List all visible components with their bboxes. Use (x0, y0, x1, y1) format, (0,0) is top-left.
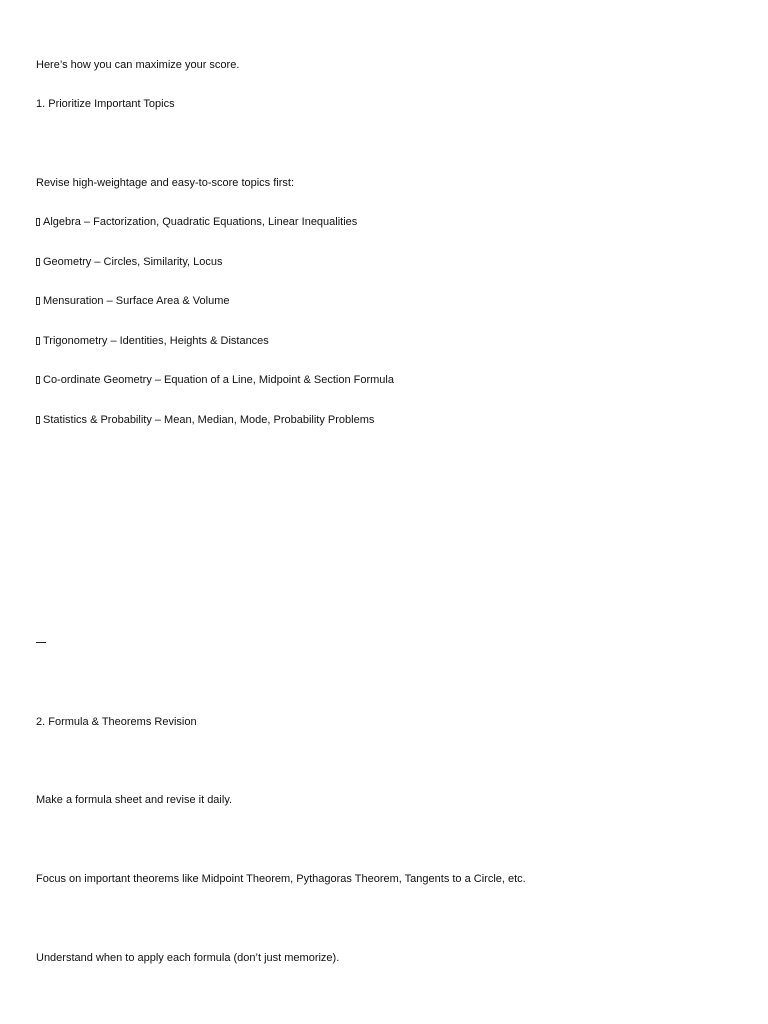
topic-item-mensuration (36, 294, 230, 308)
formula-point-apply: Understand when to apply each formula (don’t just memorize). (36, 952, 340, 964)
bullet-glyph-icon (36, 297, 40, 305)
formula-point-theorems: Focus on important theorems like Midpoint Theorem, Pythagoras Theorem, Tangents to a Circle, etc. (36, 873, 526, 885)
bullet-glyph-icon (36, 337, 40, 345)
formula-point-sheet: Make a formula sheet and revise it daily. (36, 794, 233, 806)
topic-item-label: Geometry – Circles, Similarity, Locus (43, 256, 223, 268)
topic-item-label: Co-ordinate Geometry – Equation of a Line, Midpoint & Section Formula (43, 374, 394, 386)
topic-item-algebra (36, 215, 357, 229)
section-heading-prioritize: 1. Prioritize Important Topics (36, 98, 175, 110)
topic-item-geometry (36, 255, 223, 269)
topic-item-coordinate-geometry (36, 373, 394, 387)
section-lead-text: Revise high-weightage and easy-to-score topics first: (36, 177, 295, 189)
intro-text: Here’s how you can maximize your score. (36, 59, 240, 71)
section-heading-formula: 2. Formula & Theorems Revision (36, 716, 197, 728)
topic-item-label: Statistics & Probability – Mean, Median, Mode, Probability Problems (43, 414, 375, 426)
topic-item-statistics (36, 413, 374, 427)
bullet-glyph-icon (36, 218, 40, 226)
bullet-glyph-icon (36, 258, 40, 266)
bullet-glyph-icon (36, 376, 40, 384)
topic-item-label: Mensuration – Surface Area & Volume (43, 295, 230, 307)
topic-item-label: Algebra – Factorization, Quadratic Equations, Linear Inequalities (43, 216, 358, 228)
section-divider (36, 642, 46, 643)
bullet-glyph-icon (36, 416, 40, 424)
topic-item-label: Trigonometry – Identities, Heights & Distances (43, 335, 269, 347)
topic-item-trigonometry (36, 334, 269, 348)
